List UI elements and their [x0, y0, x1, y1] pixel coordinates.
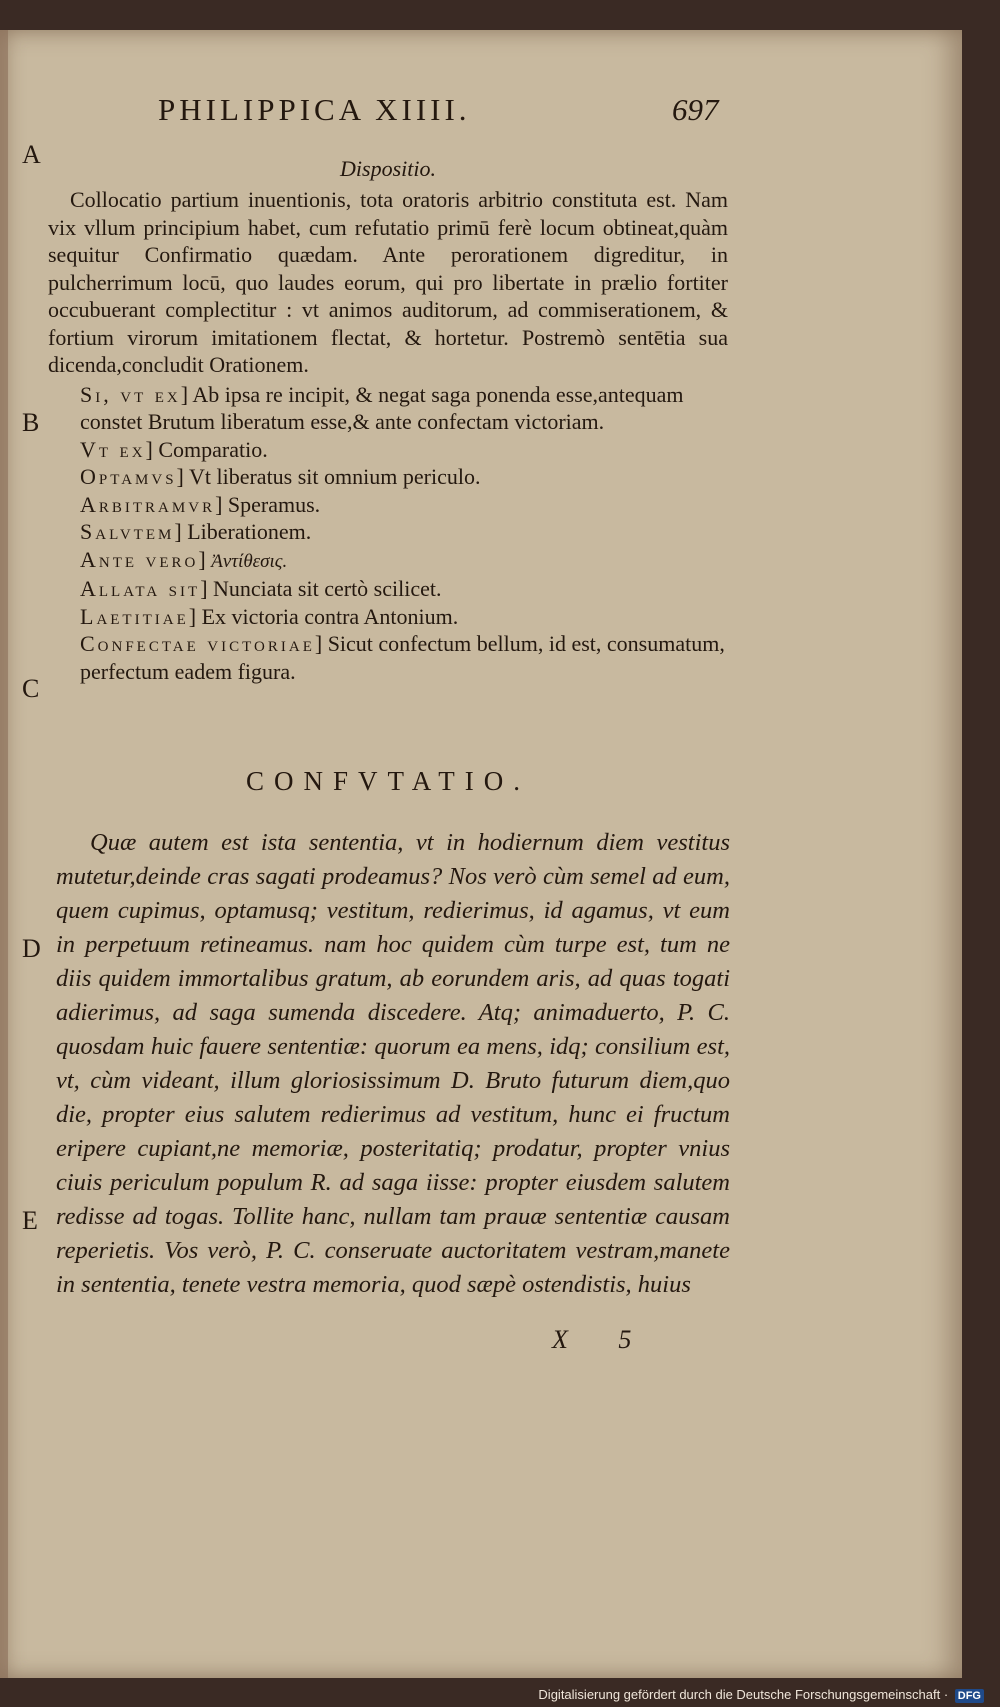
- commentary-item: Laetitiae] Ex victoria contra Antonium.: [80, 603, 459, 629]
- dispositio-rubric: Dispositio.: [340, 156, 436, 181]
- margin-letter-c: C: [22, 674, 40, 703]
- lemma: Confectae victoriae: [80, 631, 315, 656]
- margin-letter-d: D: [22, 934, 41, 963]
- margin-letter-a: A: [22, 140, 41, 169]
- margin-letter-b: B: [22, 408, 40, 437]
- lemma: Laetitiae: [80, 603, 189, 629]
- commentary-item: Ante vero] Ἀντίθεσις.: [80, 546, 288, 572]
- dispositio-paragraph: Collocatio partium inuentionis, tota oratoris arbitrio constituta est. Nam vix vllum principium habet, cum refutatio primū ferè locum obtineat,quàm sequitur Confirmatio quædam. Ante perorationem digreditur, in pulcherrimum locū, quo laudes eorum, qui pro libertate in prælio fortiter occubuerant complectitur : vt animos auditorum, ad commiserationem, & fortium virorum imitationem flectat, & hortetur. Postremò sentētia sua dicenda,concludit Orationem.: [48, 187, 728, 377]
- footer: Digitalisierung gefördert durch die Deutsche Forschungsgemeinschaft · DFG: [538, 1687, 984, 1703]
- commentary-item: Salvtem] Liberationem.: [80, 519, 312, 544]
- page-edge: [0, 30, 8, 1678]
- commentary-item: Si, vt ex] Ab ipsa re incipit, & negat saga ponenda esse,antequam constet Brutum liberatum esse,& ante confectam victoriam.: [80, 381, 684, 434]
- commentary-item: Arbitramvr] Speramus.: [80, 491, 321, 517]
- lemma: Allata sit: [80, 576, 201, 601]
- commentary-item: Confectae victoriae] Sicut confectum bellum, id est, consumatum, perfectum eadem figura.: [80, 631, 725, 684]
- footer-text: Digitalisierung gefördert durch die Deutsche Forschungsgemeinschaft: [538, 1687, 941, 1702]
- dfg-logo: DFG: [955, 1689, 984, 1703]
- lemma: Ante vero: [80, 546, 199, 572]
- commentary-item: Allata sit] Nunciata sit certò scilicet.: [80, 576, 442, 601]
- running-header: PHILIPPICA XIIII.: [158, 92, 471, 127]
- gloss: Ex victoria contra Antonium.: [201, 603, 459, 629]
- margin-letter-e: E: [22, 1206, 38, 1235]
- gloss: Vt liberatus sit omnium periculo.: [188, 464, 481, 489]
- gloss: Comparatio.: [158, 436, 268, 462]
- lemma: Vt ex: [80, 436, 146, 462]
- lemma: Salvtem: [80, 519, 175, 544]
- gloss: Nunciata sit certò scilicet.: [213, 576, 442, 601]
- commentary-list: [48, 381, 728, 686]
- signature-mark: X 5: [552, 1325, 654, 1354]
- section-title: CONFVTATIO.: [245, 766, 531, 796]
- lemma: Arbitramvr: [80, 491, 216, 517]
- gloss: Speramus.: [227, 491, 321, 517]
- commentary-item: Optamvs] Vt liberatus sit omnium periculo.: [80, 464, 481, 489]
- confutatio-text: Quæ autem est ista sententia, vt in hodiernum diem vestitus mutetur,deinde cras sagati prodeamus? Nos verò cùm semel ad eum, quem cupimus, optamusq; vestitum, redierimus, id agamus, vt eum in perpetuum retineamus. nam hoc quidem cùm turpe est, tum ne diis quidem immortalibus gratum, ab eorundem aris, ad quas togati adierimus, ad saga sumenda discedere. Atq; animaduerto, P. C. quosdam huic fauere sententiæ: quorum ea mens, idq; consilium est, vt, cùm videant, illum gloriosissimum D. Bruto futurum diem,quo die, propter eius salutem redierimus ad vestitum, hunc ei fructum eripere cupiant,ne memoriæ, posteritatiq; prodatur, propter vnius ciuis periculum populum R. ad saga iisse: propter eiusdem salutem redisse ad togas. Tollite hanc, nullam tam prauæ sententiæ causam reperietis. Vos verò, P. C. conseruate auctoritatem vestram,manete in sententia, tenete vestra memoria, quod sæpè ostendistis, huius: [56, 829, 730, 1298]
- gloss: Ab ipsa re incipit, & negat saga ponenda esse,antequam constet Brutum liberatum esse,& ante confectam victoriam.: [80, 381, 684, 434]
- dispositio-section: [48, 156, 728, 685]
- page-number: 697: [672, 92, 719, 127]
- gloss: Sicut confectum bellum, id est, consumatum, perfectum eadem figura.: [80, 631, 725, 684]
- gloss: Liberationem.: [187, 519, 312, 544]
- commentary-item: Vt ex] Comparatio.: [80, 436, 268, 462]
- gloss: Ἀντίθεσις.: [211, 550, 288, 572]
- lemma: Si, vt ex: [80, 381, 181, 407]
- lemma: Optamvs: [80, 464, 177, 489]
